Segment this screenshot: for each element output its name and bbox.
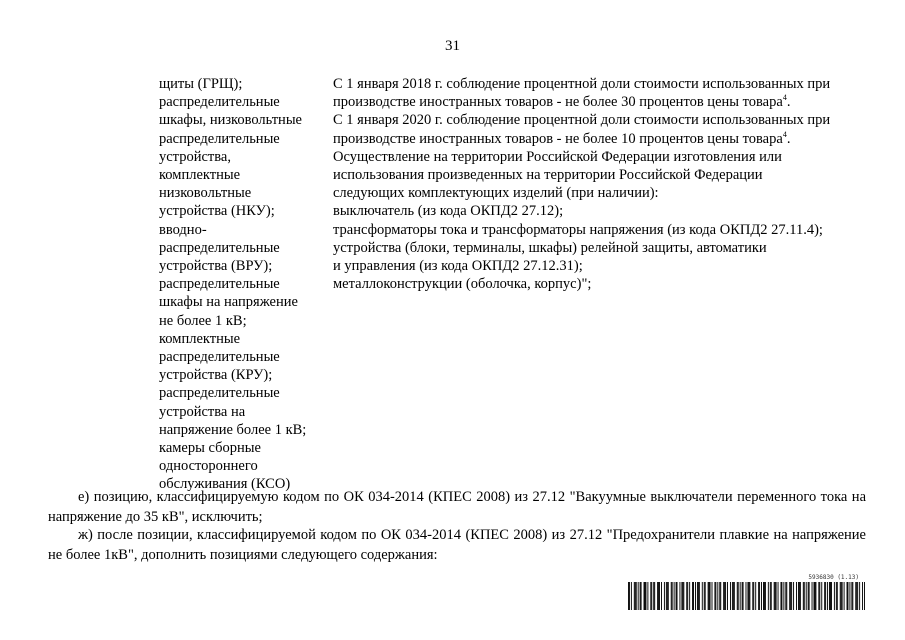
barcode-bar xyxy=(780,582,781,610)
product-name-line: устройства (КРУ); xyxy=(159,367,273,384)
barcode-bar xyxy=(645,582,646,610)
footnote-ref: 4 xyxy=(782,93,787,103)
requirement-line: металлоконструкции (оболочка, корпус)"; xyxy=(333,276,592,293)
requirement-line: С 1 января 2020 г. соблюдение процентной доли стоимости использованных при xyxy=(333,112,831,129)
barcode-bar xyxy=(753,582,754,610)
barcode-bar xyxy=(840,582,841,610)
barcode-bar xyxy=(629,582,630,610)
barcode-bar xyxy=(725,582,726,610)
barcode-bar xyxy=(640,582,641,610)
barcode-bar xyxy=(689,582,690,610)
barcode-bar xyxy=(724,582,725,610)
barcode-bar xyxy=(821,582,822,610)
barcode-bar xyxy=(851,582,852,610)
product-name-line: вводно- xyxy=(159,221,207,238)
barcode-bar xyxy=(714,582,715,610)
barcode-bar xyxy=(653,582,654,610)
barcode-bar xyxy=(723,582,724,610)
barcode-bar xyxy=(783,582,784,610)
barcode-bar xyxy=(699,582,700,610)
barcode-bar xyxy=(654,582,655,610)
product-name-line: шкафы, низковольтные xyxy=(159,112,302,129)
barcode-bar xyxy=(790,582,791,610)
barcode-bar xyxy=(852,582,853,610)
barcode-bar xyxy=(704,582,705,610)
barcode-bar xyxy=(682,582,683,610)
barcode-bar xyxy=(677,582,678,610)
barcode-bar xyxy=(720,582,721,610)
barcode-bar xyxy=(842,582,843,610)
barcode-bar xyxy=(808,582,809,610)
barcode-bar xyxy=(830,582,831,610)
barcode-bar xyxy=(815,582,816,610)
barcode-bar xyxy=(759,582,760,610)
barcode-bar xyxy=(764,582,765,610)
barcode-bar xyxy=(676,582,677,610)
barcode-bar xyxy=(800,582,801,610)
barcode-bar xyxy=(836,582,837,610)
barcode-bar xyxy=(857,582,858,610)
barcode-bar xyxy=(734,582,735,610)
barcode-bar xyxy=(708,582,709,610)
product-name-line: не более 1 кВ; xyxy=(159,312,247,329)
barcode-bar xyxy=(849,582,850,610)
barcode-bar xyxy=(768,582,769,610)
barcode-bar xyxy=(687,582,688,610)
barcode-bar xyxy=(668,582,669,610)
barcode-bar xyxy=(864,582,865,610)
product-name-line: распределительные xyxy=(159,385,280,402)
barcode-bar xyxy=(667,582,668,610)
product-name-line: устройства (ВРУ); xyxy=(159,258,273,275)
product-name-line: распределительные xyxy=(159,276,280,293)
barcode-bar xyxy=(806,582,807,610)
barcode-bar xyxy=(781,582,782,610)
requirement-line: устройства (блоки, терминалы, шкафы) релейной защиты, автоматики xyxy=(333,239,767,256)
barcode-bar xyxy=(697,582,698,610)
barcode-bar xyxy=(819,582,820,610)
barcode-bar xyxy=(765,582,766,610)
barcode-bar xyxy=(786,582,787,610)
product-name-line: устройства (НКУ); xyxy=(159,203,275,220)
barcode-bar xyxy=(844,582,845,610)
barcode-bar xyxy=(789,582,790,610)
document-barcode xyxy=(628,574,865,612)
barcode-bar xyxy=(796,582,797,610)
requirement-line: трансформаторы тока и трансформаторы напряжения (из кода ОКПД2 27.11.4); xyxy=(333,221,823,238)
barcode-bar xyxy=(686,582,687,610)
barcode-bar xyxy=(695,582,696,610)
barcode-bar xyxy=(809,582,810,610)
barcode-bar xyxy=(664,582,665,610)
barcode-bar xyxy=(647,582,648,610)
barcode-bar xyxy=(740,582,741,610)
barcode-bar xyxy=(848,582,849,610)
paragraph-e: е) позицию, классифицируемую кодом по ОК 034-2014 (КПЕС 2008) из 27.12 "Вакуумные выключатели переменного тока на напряжение до 35 кВ", исключить; xyxy=(48,489,866,525)
barcode-bar xyxy=(733,582,734,610)
barcode-bar xyxy=(693,582,694,610)
barcode-bar xyxy=(770,582,771,610)
barcode-bar xyxy=(717,582,718,610)
barcode-bar xyxy=(799,582,800,610)
barcode-bar xyxy=(855,582,856,610)
barcode-bar xyxy=(712,582,713,610)
requirements-column xyxy=(333,75,873,293)
barcode-bar xyxy=(798,582,799,610)
barcode-bar xyxy=(749,582,750,610)
barcode-bar xyxy=(856,582,857,610)
barcode-bar xyxy=(672,582,673,610)
barcode-bar xyxy=(661,582,662,610)
product-name-line: щиты (ГРЩ); xyxy=(159,76,243,92)
product-name-line: комплектные xyxy=(159,330,241,347)
barcode-bar xyxy=(859,582,860,610)
barcode-bar xyxy=(681,582,682,610)
barcode-bar xyxy=(778,582,779,610)
barcode-bar xyxy=(635,582,636,610)
barcode-bar xyxy=(746,582,747,610)
product-name-line: обслуживания (КСО) xyxy=(159,476,291,493)
barcode-bar xyxy=(732,582,733,610)
barcode-bar xyxy=(657,582,658,610)
barcode-bar xyxy=(758,582,759,610)
barcode-bar xyxy=(692,582,693,610)
barcode-bar xyxy=(785,582,786,610)
barcode-bar xyxy=(638,582,639,610)
barcode-bar xyxy=(679,582,680,610)
product-name-line: комплектные xyxy=(159,167,241,184)
barcode-caption: 5936830 (1.13) xyxy=(808,574,859,581)
barcode-bar xyxy=(715,582,716,610)
barcode-bar xyxy=(775,582,776,610)
product-name-line: устройства, xyxy=(159,148,231,165)
product-name-line: шкафы на напряжение xyxy=(159,294,298,311)
requirement-line: С 1 января 2018 г. соблюдение процентной доли стоимости использованных при xyxy=(333,76,831,92)
barcode-bar xyxy=(628,582,629,610)
barcode-bar xyxy=(862,582,863,610)
barcode-bar xyxy=(837,582,838,610)
barcode-bar xyxy=(747,582,748,610)
requirement-line: и управления (из кода ОКПД2 27.12.31); xyxy=(333,258,583,275)
barcode-image xyxy=(628,582,865,610)
product-name-line: распределительные xyxy=(159,130,280,147)
barcode-bar xyxy=(827,582,828,610)
barcode-bar xyxy=(705,582,706,610)
barcode-bar xyxy=(804,582,805,610)
barcode-bar xyxy=(631,582,632,610)
barcode-bar xyxy=(738,582,739,610)
barcode-bar xyxy=(818,582,819,610)
barcode-bar xyxy=(634,582,635,610)
barcode-bar xyxy=(825,582,826,610)
barcode-bar xyxy=(710,582,711,610)
footnote-ref: 4 xyxy=(782,129,787,139)
barcode-bar xyxy=(748,582,749,610)
barcode-bar xyxy=(645,582,646,610)
barcode-bar xyxy=(674,582,675,610)
barcode-bar xyxy=(814,582,815,610)
barcode-bar xyxy=(650,582,651,610)
barcode-bar xyxy=(683,582,684,610)
barcode-bar xyxy=(814,582,815,610)
product-name-line: низковольтные xyxy=(159,185,252,202)
barcode-bar xyxy=(829,582,830,610)
barcode-bar xyxy=(841,582,842,610)
product-name-line: распределительные xyxy=(159,349,280,366)
barcode-bar xyxy=(644,582,645,610)
barcode-bar xyxy=(702,582,703,610)
barcode-bar xyxy=(709,582,710,610)
barcode-bar xyxy=(755,582,756,610)
barcode-bar xyxy=(671,582,672,610)
requirement-line: следующих комплектующих изделий (при наличии): xyxy=(333,185,659,202)
requirement-line: использования произведенных на территории Российской Федерации xyxy=(333,167,763,184)
product-name-line: распределительные xyxy=(159,239,280,256)
product-name-column xyxy=(159,75,329,494)
barcode-bar xyxy=(834,582,835,610)
product-name-line: устройства на xyxy=(159,403,246,420)
barcode-bar xyxy=(636,582,637,610)
barcode-bar xyxy=(719,582,720,610)
barcode-bar xyxy=(727,582,728,610)
barcode-bar xyxy=(761,582,762,610)
barcode-bar xyxy=(743,582,744,610)
barcode-bar xyxy=(793,582,794,610)
product-name-line: одностороннего xyxy=(159,458,258,475)
product-name-line: напряжение более 1 кВ; xyxy=(159,421,307,438)
barcode-bar xyxy=(730,582,731,610)
barcode-bar xyxy=(847,582,848,610)
barcode-bar xyxy=(698,582,699,610)
page-number: 31 xyxy=(445,38,460,54)
product-name-line: распределительные xyxy=(159,94,280,111)
barcode-bar xyxy=(824,582,825,610)
barcode-bar xyxy=(666,582,667,610)
requirement-line: производстве иностранных товаров - не более 30 процентов цены товара$^4$. xyxy=(333,93,791,111)
barcode-bar xyxy=(742,582,743,610)
barcode-bar xyxy=(774,582,775,610)
barcode-bar xyxy=(771,582,772,610)
barcode-bar xyxy=(803,582,804,610)
requirement-line: выключатель (из кода ОКПД2 27.12); xyxy=(333,203,564,220)
barcode-bar xyxy=(763,582,764,610)
requirement-line: Осуществление на территории Российской Федерации изготовления или xyxy=(333,148,782,165)
barcode-bar xyxy=(752,582,753,610)
barcode-bar xyxy=(641,582,642,610)
barcode-bar xyxy=(776,582,777,610)
barcode-bar xyxy=(812,582,813,610)
barcode-bar xyxy=(831,582,832,610)
paragraph-zh: ж) после позиции, классифицируемой кодом по ОК 034-2014 (КПЕС 2008) из 27.12 "Предохранители плавкие на напряжение не более 1кВ", дополнить позициями следующего содержания: xyxy=(48,527,866,563)
product-name-line: камеры сборные xyxy=(159,440,261,457)
barcode-bar xyxy=(737,582,738,610)
requirement-line: производстве иностранных товаров - не более 10 процентов цены товара$^4$. xyxy=(333,129,791,147)
barcode-bar xyxy=(659,582,660,610)
barcode-bar xyxy=(651,582,652,610)
barcode-bar xyxy=(791,582,792,610)
barcode-bar xyxy=(658,582,659,610)
